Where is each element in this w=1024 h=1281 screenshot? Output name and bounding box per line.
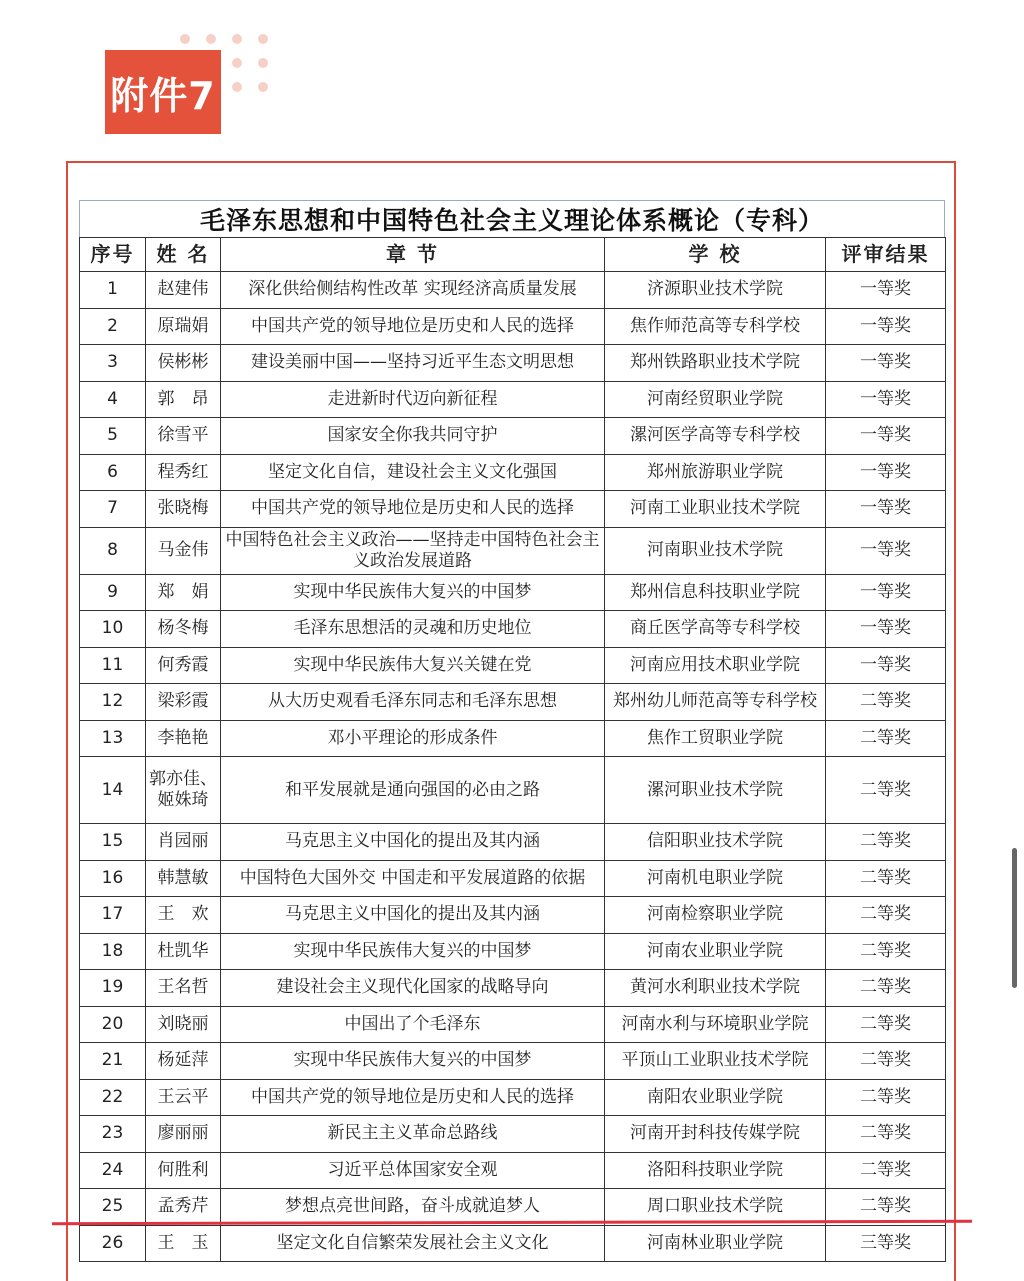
cell-school: 济源职业技术学院 [605,272,826,309]
cell-no: 8 [80,527,146,574]
table-row [80,684,946,721]
cell-name: 刘晓丽 [146,1006,221,1043]
table-row [80,418,946,455]
cell-result: 一等奖 [826,527,946,574]
cell-no: 14 [80,757,146,824]
scrollbar[interactable] [1012,848,1017,988]
table-header-row [80,238,946,272]
cell-name: 徐雪平 [146,418,221,455]
cell-result: 二等奖 [826,1152,946,1189]
header-name: 姓 名 [146,238,221,272]
cell-school: 河南机电职业学院 [605,860,826,897]
cell-no: 3 [80,345,146,382]
cell-chapter: 走进新时代迈向新征程 [221,381,605,418]
cell-name: 梁彩霞 [146,684,221,721]
cell-no: 1 [80,272,146,309]
cell-school: 郑州幼儿师范高等专科学校 [605,684,826,721]
table-row [80,1043,946,1080]
header-result: 评审结果 [826,238,946,272]
table-row [80,897,946,934]
cell-no: 23 [80,1116,146,1153]
table-row [80,491,946,528]
cell-result: 一等奖 [826,418,946,455]
cell-chapter: 马克思主义中国化的提出及其内涵 [221,897,605,934]
cell-no: 6 [80,454,146,491]
cell-no: 21 [80,1043,146,1080]
cell-result: 二等奖 [826,897,946,934]
cell-no: 10 [80,611,146,648]
table-row [80,970,946,1007]
cell-name: 赵建伟 [146,272,221,309]
cell-result: 一等奖 [826,611,946,648]
cell-school: 河南农业职业学院 [605,933,826,970]
cell-result: 二等奖 [826,684,946,721]
cell-no: 4 [80,381,146,418]
table-row [80,272,946,309]
award-sheet [79,200,945,1262]
cell-school: 河南开封科技传媒学院 [605,1116,826,1153]
cell-school: 河南水利与环境职业学院 [605,1006,826,1043]
cell-chapter: 中国出了个毛泽东 [221,1006,605,1043]
cell-school: 河南应用技术职业学院 [605,647,826,684]
cell-result: 二等奖 [826,1116,946,1153]
cell-chapter: 坚定文化自信，建设社会主义文化强国 [221,454,605,491]
table-row [80,1116,946,1153]
cell-name: 王云平 [146,1079,221,1116]
cell-school: 河南检察职业学院 [605,897,826,934]
cell-result: 三等奖 [826,1225,946,1262]
cell-result: 二等奖 [826,860,946,897]
cell-chapter: 建设美丽中国——坚持习近平生态文明思想 [221,345,605,382]
cell-school: 洛阳科技职业学院 [605,1152,826,1189]
award-table [79,237,946,1262]
table-row [80,308,946,345]
cell-no: 22 [80,1079,146,1116]
cell-no: 17 [80,897,146,934]
cell-result: 二等奖 [826,970,946,1007]
cell-name: 杜凯华 [146,933,221,970]
header-no: 序号 [80,238,146,272]
cell-chapter: 中国共产党的领导地位是历史和人民的选择 [221,308,605,345]
table-row [80,527,946,574]
cell-no: 12 [80,684,146,721]
table-row [80,1006,946,1043]
cell-result: 一等奖 [826,345,946,382]
cell-chapter: 实现中华民族伟大复兴的中国梦 [221,933,605,970]
table-row [80,1079,946,1116]
cell-school: 周口职业技术学院 [605,1189,826,1226]
cell-no: 13 [80,720,146,757]
cell-school: 信阳职业技术学院 [605,824,826,861]
cell-chapter: 邓小平理论的形成条件 [221,720,605,757]
table-row [80,381,946,418]
cell-school: 平顶山工业职业技术学院 [605,1043,826,1080]
cell-name: 廖丽丽 [146,1116,221,1153]
cell-school: 焦作工贸职业学院 [605,720,826,757]
cell-name: 肖园丽 [146,824,221,861]
cell-chapter: 坚定文化自信繁荣发展社会主义文化 [221,1225,605,1262]
cell-name: 杨延萍 [146,1043,221,1080]
cell-result: 一等奖 [826,647,946,684]
table-row [80,647,946,684]
cell-name: 马金伟 [146,527,221,574]
cell-chapter: 中国共产党的领导地位是历史和人民的选择 [221,491,605,528]
table-row [80,720,946,757]
cell-result: 二等奖 [826,1006,946,1043]
header-school: 学 校 [605,238,826,272]
cell-name: 郑 娟 [146,574,221,611]
cell-chapter: 马克思主义中国化的提出及其内涵 [221,824,605,861]
cell-chapter: 深化供给侧结构性改革 实现经济高质量发展 [221,272,605,309]
cell-name: 侯彬彬 [146,345,221,382]
cell-no: 19 [80,970,146,1007]
table-row [80,574,946,611]
cell-name: 张晓梅 [146,491,221,528]
cell-result: 一等奖 [826,574,946,611]
cell-chapter: 习近平总体国家安全观 [221,1152,605,1189]
cell-school: 郑州铁路职业技术学院 [605,345,826,382]
cell-name: 李艳艳 [146,720,221,757]
cell-chapter: 毛泽东思想活的灵魂和历史地位 [221,611,605,648]
cell-result: 一等奖 [826,454,946,491]
cell-name: 韩慧敏 [146,860,221,897]
attachment-badge: 附件7 [105,50,221,134]
table-row [80,454,946,491]
cell-school: 河南经贸职业学院 [605,381,826,418]
cell-no: 25 [80,1189,146,1226]
table-row [80,860,946,897]
cell-chapter: 实现中华民族伟大复兴的中国梦 [221,1043,605,1080]
cell-name: 原瑞娟 [146,308,221,345]
cell-school: 商丘医学高等专科学校 [605,611,826,648]
cell-chapter: 从大历史观看毛泽东同志和毛泽东思想 [221,684,605,721]
cell-result: 二等奖 [826,1043,946,1080]
cell-result: 二等奖 [826,824,946,861]
cell-chapter: 中国特色大国外交 中国走和平发展道路的依据 [221,860,605,897]
cell-no: 15 [80,824,146,861]
cell-result: 二等奖 [826,1189,946,1226]
cell-result: 一等奖 [826,308,946,345]
cell-chapter: 实现中华民族伟大复兴的中国梦 [221,574,605,611]
table-row [80,1152,946,1189]
cell-result: 二等奖 [826,720,946,757]
cell-chapter: 中国共产党的领导地位是历史和人民的选择 [221,1079,605,1116]
cell-name: 程秀红 [146,454,221,491]
cell-chapter: 国家安全你我共同守护 [221,418,605,455]
table-row [80,1225,946,1262]
table-row [80,757,946,824]
cell-no: 2 [80,308,146,345]
table-row [80,824,946,861]
cell-name: 王 欢 [146,897,221,934]
cell-name: 王名哲 [146,970,221,1007]
cell-school: 河南工业职业技术学院 [605,491,826,528]
sheet-title: 毛泽东思想和中国特色社会主义理论体系概论（专科） [79,200,945,237]
cell-school: 焦作师范高等专科学校 [605,308,826,345]
cell-school: 漯河职业技术学院 [605,757,826,824]
cell-school: 郑州旅游职业学院 [605,454,826,491]
cell-name: 何秀霞 [146,647,221,684]
cell-no: 7 [80,491,146,528]
cell-name: 郭 昂 [146,381,221,418]
cell-result: 一等奖 [826,272,946,309]
cell-chapter: 梦想点亮世间路，奋斗成就追梦人 [221,1189,605,1226]
cell-no: 26 [80,1225,146,1262]
cell-no: 18 [80,933,146,970]
cell-name: 何胜利 [146,1152,221,1189]
cell-no: 5 [80,418,146,455]
cell-chapter: 新民主主义革命总路线 [221,1116,605,1153]
cell-result: 二等奖 [826,757,946,824]
cell-no: 20 [80,1006,146,1043]
cell-school: 漯河医学高等专科学校 [605,418,826,455]
cell-result: 一等奖 [826,381,946,418]
cell-chapter: 中国特色社会主义政治——坚持走中国特色社会主义政治发展道路 [221,527,605,574]
cell-name: 王 玉 [146,1225,221,1262]
cell-name: 郭亦佳、姬姝琦 [146,757,221,824]
cell-name: 杨冬梅 [146,611,221,648]
cell-school: 河南林业职业学院 [605,1225,826,1262]
cell-school: 河南职业技术学院 [605,527,826,574]
table-row [80,611,946,648]
cell-school: 郑州信息科技职业学院 [605,574,826,611]
cell-result: 二等奖 [826,933,946,970]
cell-school: 南阳农业职业学院 [605,1079,826,1116]
table-row [80,345,946,382]
cell-name: 孟秀芹 [146,1189,221,1226]
cell-no: 24 [80,1152,146,1189]
header-chapter: 章 节 [221,238,605,272]
cell-result: 一等奖 [826,491,946,528]
cell-chapter: 建设社会主义现代化国家的战略导向 [221,970,605,1007]
table-row [80,933,946,970]
cell-no: 16 [80,860,146,897]
cell-chapter: 实现中华民族伟大复兴关键在党 [221,647,605,684]
cell-no: 11 [80,647,146,684]
cell-chapter: 和平发展就是通向强国的必由之路 [221,757,605,824]
cell-school: 黄河水利职业技术学院 [605,970,826,1007]
cell-no: 9 [80,574,146,611]
cell-result: 二等奖 [826,1079,946,1116]
